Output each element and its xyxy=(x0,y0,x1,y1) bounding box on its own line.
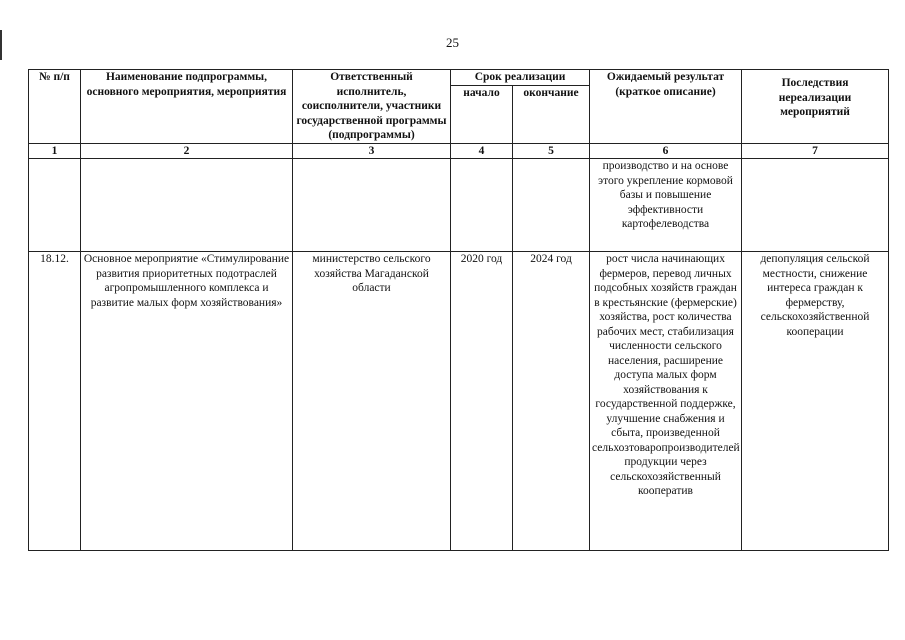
header-consequences: Последствия нереализации мероприятий xyxy=(742,70,889,144)
header-end: окончание xyxy=(513,85,590,143)
column-number: 1 xyxy=(29,143,81,159)
column-numbers-row xyxy=(29,143,889,159)
header-start: начало xyxy=(451,85,513,143)
header-row-1 xyxy=(29,70,889,86)
row-end-cell: 2024 год xyxy=(513,252,590,551)
column-number: 5 xyxy=(513,143,590,159)
column-number: 2 xyxy=(81,143,293,159)
continuation-row xyxy=(29,159,889,252)
header-num: № п/п xyxy=(29,70,81,144)
column-number: 6 xyxy=(590,143,742,159)
row-result-cell: рост числа начинающих фермеров, перевод личных подсобных хозяйств граждан в крестьянские (фермерские) хозяйства, рост количества рабочих мест, стабилизация численности сельского населения, расширение доступа малых форм хозяйствования к государственной поддержке, улучшение снабжения и сбыта, произведенной сельхозтоваропроизводителей продукции через сельскохозяйственный кооператив xyxy=(590,252,742,551)
table-row xyxy=(29,252,889,551)
row-name-cell: Основное мероприятие «Стимулирование развития приоритетных подотраслей агропромышленного комплекса и развитие малых форм хозяйствования» xyxy=(81,252,293,551)
header-name: Наименование подпрограммы, основного мероприятия, мероприятия xyxy=(81,70,293,144)
header-result: Ожидаемый результат (краткое описание) xyxy=(590,70,742,144)
column-number: 3 xyxy=(293,143,451,159)
program-events-table xyxy=(28,69,889,551)
header-executor: Ответственный исполнитель, соисполнители, участники государственной программы (подпрограммы) xyxy=(293,70,451,144)
continuation-result-cell: производство и на основе этого укрепление кормовой базы и повышение эффективности картофелеводства xyxy=(590,159,742,252)
row-start-cell: 2020 год xyxy=(451,252,513,551)
column-number: 4 xyxy=(451,143,513,159)
row-consequences-cell: депопуляция сельской местности, снижение интереса граждан к фермерству, сельскохозяйственной кооперации xyxy=(742,252,889,551)
column-number: 7 xyxy=(742,143,889,159)
row-num-cell: 18.12. xyxy=(29,252,81,551)
page-number: 25 xyxy=(446,35,459,50)
header-period: Срок реализации xyxy=(451,70,590,86)
row-executor-cell: министерство сельского хозяйства Магаданской области xyxy=(293,252,451,551)
